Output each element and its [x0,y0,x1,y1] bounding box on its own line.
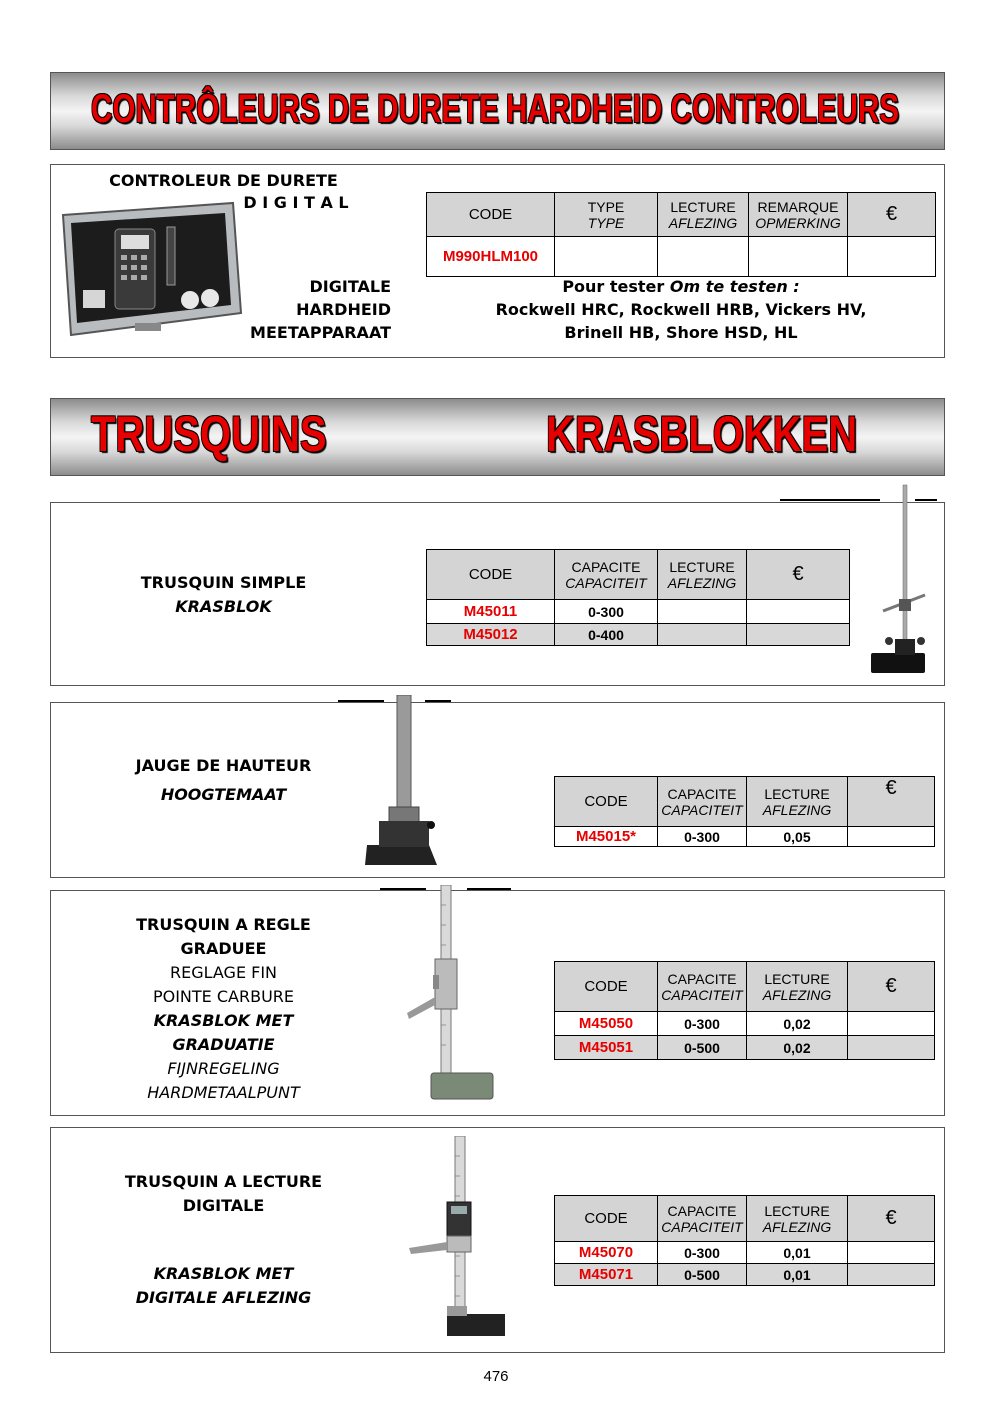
simple-scriber-image [865,483,940,683]
graduated-scriber-label [111,913,336,1105]
banner-title-fr: CONTRÔLEURS DE DURETE [91,87,499,131]
cell-price [848,1012,935,1036]
section-height-gauge [50,702,945,878]
cell-capacity: 0-300 [555,600,658,624]
graduated-line-7: FIJNREGELING [167,1059,280,1078]
cell-price [848,1242,935,1264]
cell-price [848,237,936,277]
header-code: CODE [427,193,555,237]
banner-scribers [50,398,945,476]
hardness-tester-case-image [55,195,245,345]
digital-line-4: DIGITALE AFLEZING [135,1288,312,1307]
header-price: € [848,962,935,1012]
header-capacity: CAPACITE CAPACITEIT [555,550,658,600]
page-number: 476 [483,1368,509,1385]
cell-price [747,600,850,624]
cell-capacity: 0-500 [658,1036,747,1060]
hardness-tester-title-line2: D I G I T A L [243,193,349,212]
cell-price [848,1264,935,1286]
hardness-tester-title [91,169,356,193]
height-gauge-subtitle: HOOGTEMAAT [160,785,287,804]
graduated-line-8: HARDMETAALPUNT [147,1083,300,1102]
simple-scriber-title: TRUSQUIN SIMPLE [140,573,307,592]
cell-remark [749,237,848,277]
banner-hardness-testers [50,72,945,150]
cell-code: M990HLM100 [427,237,555,277]
cell-price [747,624,850,646]
frame-tick [338,700,384,702]
header-price: € [747,550,850,600]
cell-code: M45051 [555,1036,658,1060]
table-header-row [427,550,850,600]
graduated-scriber-image [405,885,505,1101]
header-lecture: LECTURE AFLEZING [658,550,747,600]
header-capacity: CAPACITE CAPACITEIT [658,962,747,1012]
cell-code: M45050 [555,1012,658,1036]
digital-line-2: DIGITALE [182,1196,265,1215]
table-header-row [555,1196,935,1242]
graduated-line-3: REGLAGE FIN [169,963,278,982]
cell-capacity: 0-300 [658,1242,747,1264]
banner-title-fr: TRUSQUINS [91,406,327,462]
header-code: CODE [555,777,658,827]
cell-lecture: 0,02 [747,1036,848,1060]
graduated-line-2: GRADUEE [180,939,267,958]
header-lecture: LECTURE AFLEZING [658,193,749,237]
table-row [555,1242,935,1264]
nl-line-1: DIGITALE [309,277,391,296]
cell-capacity: 0-400 [555,624,658,646]
test-line-3: Brinell HB, Shore HSD, HL [564,323,798,342]
hardness-tester-digital [231,191,361,215]
digital-scriber-image [407,1136,527,1346]
graduated-line-6: GRADUATIE [172,1035,275,1054]
table-header-row [427,193,936,237]
header-remark: REMARQUE OPMERKING [749,193,848,237]
cell-capacity: 0-500 [658,1264,747,1286]
header-lecture: LECTURE AFLEZING [747,962,848,1012]
graduated-scriber-table [554,961,935,1060]
table-row [555,1036,935,1060]
header-price: € [848,193,936,237]
nl-line-2: HARDHEID [296,300,391,319]
cell-lecture: 0,02 [747,1012,848,1036]
table-header-row [555,777,935,827]
frame-tick [467,888,511,890]
digital-scriber-label [111,1170,336,1310]
frame-tick [380,888,426,890]
cell-price [848,827,935,847]
header-code: CODE [555,1196,658,1242]
header-type: TYPE TYPE [555,193,658,237]
simple-scriber-subtitle: KRASBLOK [175,597,272,616]
hardness-tester-title-line1: CONTROLEUR DE DURETE [109,171,338,190]
header-code: CODE [427,550,555,600]
section-simple-scriber [50,502,945,686]
cell-code: M45071 [555,1264,658,1286]
table-header-row [555,962,935,1012]
cell-capacity: 0-300 [658,827,747,847]
cell-price [848,1036,935,1060]
height-gauge-label [121,751,326,809]
frame-tick [915,499,937,501]
digital-scriber-table [554,1195,935,1286]
header-code: CODE [555,962,658,1012]
table-row [555,827,935,847]
section-hardness-tester [50,164,945,358]
simple-scriber-table [426,549,850,646]
table-row [555,1012,935,1036]
hardness-tester-table [426,192,936,277]
height-gauge-title: JAUGE DE HAUTEUR [135,756,312,775]
cell-code: M45070 [555,1242,658,1264]
cell-code: M45012 [427,624,555,646]
nl-line-3: MEETAPPARAAT [250,323,391,342]
graduated-line-5: KRASBLOK MET [153,1011,294,1030]
cell-lecture: 0,01 [747,1264,848,1286]
table-row [427,624,850,646]
test-nl: Om te testen : [669,277,800,296]
header-capacity: CAPACITE CAPACITEIT [658,1196,747,1242]
cell-lecture: 0,01 [747,1242,848,1264]
table-row [427,237,936,277]
test-prefix: Pour tester [562,277,670,296]
graduated-line-4: POINTE CARBURE [152,987,295,1006]
cell-lecture [658,624,747,646]
section-digital-scriber [50,1127,945,1353]
table-row [427,600,850,624]
banner-title-nl: KRASBLOKKEN [546,406,858,462]
cell-type [555,237,658,277]
test-methods [426,275,936,344]
height-gauge-image [363,695,443,871]
cell-code: M45015* [555,827,658,847]
section-graduated-scriber [50,890,945,1116]
hardness-tester-nl-label [221,275,391,344]
banner-title-nl: HARDHEID CONTROLEURS [506,87,900,131]
height-gauge-table [554,776,935,847]
header-capacity: CAPACITE CAPACITEIT [658,777,747,827]
header-lecture: LECTURE AFLEZING [747,1196,848,1242]
cell-lecture: 0,05 [747,827,848,847]
digital-line-1: TRUSQUIN A LECTURE [124,1172,323,1191]
frame-tick [780,499,880,501]
header-price: € [848,777,935,827]
test-line-2: Rockwell HRC, Rockwell HRB, Vickers HV, [495,300,867,319]
cell-lecture [658,237,749,277]
header-lecture: LECTURE AFLEZING [747,777,848,827]
cell-code: M45011 [427,600,555,624]
cell-lecture [658,600,747,624]
digital-line-3: KRASBLOK MET [153,1264,294,1283]
frame-tick [425,700,451,702]
graduated-line-1: TRUSQUIN A REGLE [136,915,311,934]
simple-scriber-label [121,571,326,619]
cell-capacity: 0-300 [658,1012,747,1036]
table-row [555,1264,935,1286]
header-price: € [848,1196,935,1242]
